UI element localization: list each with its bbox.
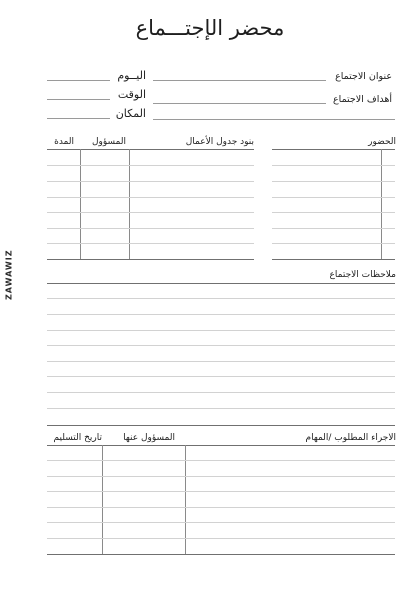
brand-logo: ZAWAWIZ [4,249,14,300]
actions-row[interactable] [47,507,395,508]
notes-line[interactable] [47,298,395,299]
time-field[interactable] [47,99,110,100]
meeting-title-label: عنوان الاجتماع [335,71,392,82]
attendance-row[interactable] [272,228,395,229]
agenda-rows [47,149,254,259]
attendance-row[interactable] [272,197,395,198]
attendance-row[interactable] [272,243,395,244]
actions-row[interactable] [47,538,395,539]
agenda-bottom-rule [47,259,254,260]
agenda-row[interactable] [47,243,254,244]
notes-line[interactable] [47,361,395,362]
notes-line[interactable] [47,330,395,331]
attendance-row[interactable] [272,165,395,166]
agenda-row[interactable] [47,197,254,198]
notes-line[interactable] [47,408,395,409]
notes-line[interactable] [47,376,395,377]
actions-task-header: الاجراء المطلوب /المهام [305,433,396,443]
agenda-duration-header: المدة [54,137,74,147]
agenda-owner-header: المسؤول [91,137,126,147]
notes-rows [47,283,395,425]
agenda-row[interactable] [47,212,254,213]
agenda-row[interactable] [47,228,254,229]
place-label: المكان [115,107,146,120]
day-field[interactable] [47,80,110,81]
time-label: الوقت [117,88,146,101]
actions-due-header: تاريخ التسليم [53,433,102,443]
meeting-title-field[interactable] [153,80,326,81]
page-title: محضر الإجتـــماع [135,16,285,40]
attendance-bottom-rule [272,259,395,260]
day-label: اليــوم [117,69,146,82]
meeting-goals-field-line-2[interactable] [153,119,395,120]
attendance-title: الحضور [368,137,396,147]
actions-row[interactable] [47,522,395,523]
actions-rows [47,445,395,554]
attendance-row[interactable] [272,212,395,213]
notes-line[interactable] [47,345,395,346]
notes-line[interactable] [47,314,395,315]
attendance-rows [272,149,395,259]
meeting-goals-label: أهداف الاجتماع [333,94,392,105]
attendance-row[interactable] [272,181,395,182]
actions-row[interactable] [47,476,395,477]
actions-bottom-rule [47,554,395,555]
agenda-row[interactable] [47,181,254,182]
actions-row[interactable] [47,491,395,492]
notes-line[interactable] [47,392,395,393]
agenda-item-header: بنود جدول الأعمال [185,137,254,147]
actions-owner-header: المسؤول عنها [123,433,175,443]
notes-title: ملاحظات الاجتماع [329,270,396,280]
notes-bottom-rule [47,425,395,426]
actions-row[interactable] [47,460,395,461]
meeting-goals-field[interactable] [153,103,326,104]
agenda-row[interactable] [47,165,254,166]
place-field[interactable] [47,118,110,119]
